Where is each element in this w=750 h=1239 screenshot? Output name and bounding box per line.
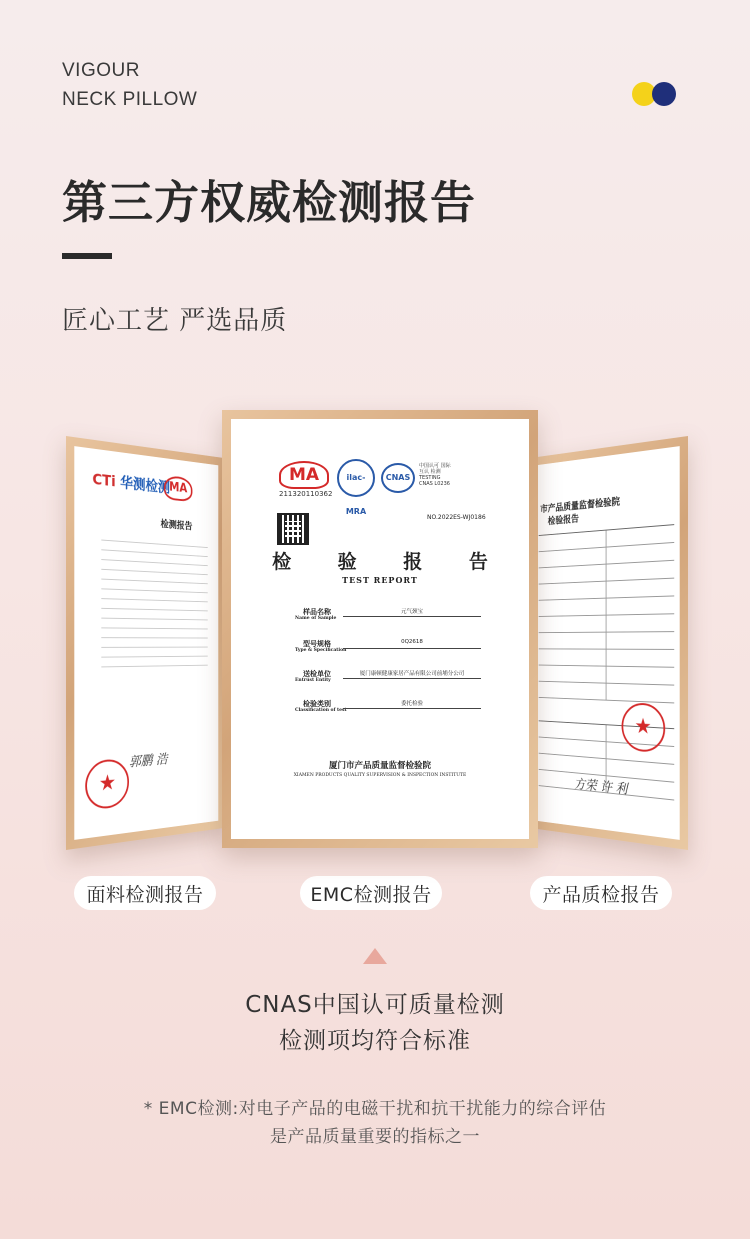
fabric-report-title: 检测报告 — [160, 519, 193, 533]
brand-dots-icon — [632, 82, 678, 108]
triangle-pointer-icon — [363, 948, 387, 964]
emc-report-label: EMC检测报告 — [300, 876, 442, 910]
cnas-caption: 中国认可 国际互认 检测 TESTING CNAS L0236 — [419, 463, 451, 487]
quality-report-header: 市产品质量监督检验院 检验报告 — [540, 497, 620, 528]
report-title-cn: 检 验 报 告 — [272, 551, 508, 573]
field-entrust-entity: 送检单位 Entrust Entity 厦门康顿健康家居产品有限公司前埔分公司 — [281, 669, 481, 691]
emc-report-paper — [231, 419, 529, 839]
report-number: NO.2022ES-WJ0186 — [427, 514, 486, 521]
qr-code-icon — [279, 515, 307, 543]
institute-name-en: XIAMEN PRODUCTS QUALITY SUPERVISION & INSPECTION INSTITUTE — [293, 773, 467, 778]
institute-name-cn: 厦门市产品质量监督检验院 — [328, 761, 431, 771]
cti-logo: CTi 华测检测 — [92, 470, 171, 497]
title-divider — [62, 253, 112, 259]
note-line-1: * EMC检测:对电子产品的电磁干扰和抗干扰能力的综合评估 — [143, 1099, 607, 1119]
red-seal-icon: ★ — [622, 702, 666, 753]
ma-mark-icon: MA — [164, 475, 193, 502]
fabric-report-frame — [66, 436, 225, 850]
cnas-line-2: 检测项均符合标准 — [279, 1028, 471, 1054]
brand-line-2: NECK PILLOW — [62, 89, 198, 110]
quality-report-paper — [536, 446, 680, 840]
fabric-report-label: 面料检测报告 — [74, 876, 216, 910]
emc-report-frame — [222, 410, 538, 848]
ma-logo — [279, 461, 331, 499]
quality-report-label: 产品质检报告 — [530, 876, 672, 910]
cnas-line-1: CNAS中国认可质量检测 — [245, 992, 505, 1018]
brand — [62, 56, 197, 114]
cnas-icon: CNAS — [381, 463, 415, 493]
fabric-report-lines — [101, 540, 207, 677]
quality-report-table — [539, 524, 675, 703]
ilac-mra-icon: ilac-MRA — [337, 459, 375, 497]
quality-report-signature: 方荣 许 利 — [574, 776, 628, 798]
blue-dot-icon — [652, 82, 676, 106]
field-sample-name: 样品名称 Name of Sample 元气颈宝 — [281, 607, 481, 629]
ma-number: 211320110362 — [279, 490, 333, 498]
report-title-en: TEST REPORT — [342, 575, 418, 585]
field-type-spec: 型号规格 Type & Specification 0Q2618 — [281, 639, 481, 661]
fabric-report-paper — [74, 446, 218, 840]
red-seal-icon: ★ — [85, 758, 129, 811]
page-subtitle: 匠心工艺 严选品质 — [62, 306, 288, 336]
ma-mark-icon: MA — [279, 461, 329, 489]
fabric-report-signature: 郭鹏 浩 — [129, 752, 168, 771]
note-line-2: 是产品质量重要的指标之一 — [270, 1127, 480, 1147]
brand-line-1: VIGOUR — [62, 60, 140, 81]
page-title: 第三方权威检测报告 — [62, 176, 477, 229]
field-test-class: 检验类别 Classification of test 委托检验 — [281, 699, 481, 721]
quality-report-frame — [529, 436, 688, 850]
